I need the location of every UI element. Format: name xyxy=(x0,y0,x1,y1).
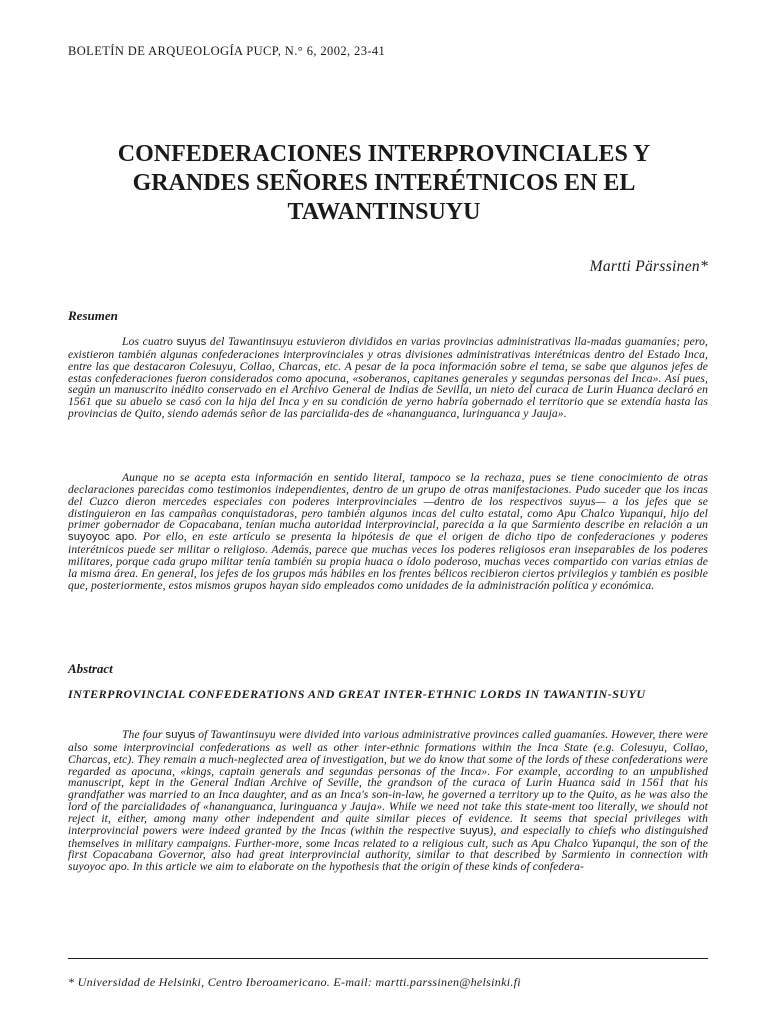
resumen-p1-term-suyus: suyus xyxy=(176,336,207,348)
abstract-heading: Abstract xyxy=(68,661,113,676)
article-title: CONFEDERACIONES INTERPROVINCIALES Y GRANDES SEÑORES INTERÉTNICOS EN EL TAWANTINSUYU xyxy=(117,141,651,225)
resumen-p2-text-a: Aunque no se acepta esta información en sentido literal, tampoco se la rechaza, pues se tiene conocimiento de otras declaraciones parecidas como testimonios independientes, dentro de un grupo de otras manifestaciones. Pudo suceder que los incas del Cuzco dieron mercedes especiales con poderes interprovinciales —dentro de los respectivos suyus— a los jefes que se distinguieron en las campañas conquistadoras, pero también algunos incas del culto estatal, como Apu Chalco Yupanqui, hijo del primer gobernador de Copacabana, tenían mucha autoridad interprovincial, parecida a la que Sarmiento describe en relación a un xyxy=(68,471,708,532)
abstract-p1-term-suyus: suyus xyxy=(165,729,196,741)
resumen-heading: Resumen xyxy=(68,308,118,323)
resumen-paragraph-2 xyxy=(68,472,708,591)
abstract-english-title: INTERPROVINCIAL CONFEDERATIONS AND GREAT INTER-ETHNIC LORDS IN TAWANTIN-SUYU xyxy=(68,687,646,701)
footnote-divider xyxy=(68,958,708,959)
resumen-p2-term-suyoyoc-apo: suyoyoc apo xyxy=(68,531,135,544)
journal-header: BOLETÍN DE ARQUEOLOGÍA PUCP, N.° 6, 2002, 23-41 xyxy=(68,44,386,58)
author-footnote: * Universidad de Helsinki, Centro Iberoamericano. E-mail: martti.parssinen@helsinki.fi xyxy=(68,975,521,989)
abstract-paragraph-1 xyxy=(68,729,708,873)
author-name: Martti Pärssinen* xyxy=(589,258,708,275)
abstract-p1-text-a: The four xyxy=(122,728,166,741)
resumen-p1-text-b: del Tawantinsuyu estuvieron divididos en varias provincias administrativas lla-madas guamaníes; pero, existieron también algunas confederaciones interprovinciales y otras divisiones administrativas interétnicas dentro del Estado Inca, entre las que destacaron Colesuyu, Collao, Charcas, etc. A pesar de la poca información sobre el tema, se sabe que algunos jefes de estas confederaciones fueron considerados como apocuna, «soberanos, capitanes generales y segundas personas del Inca». Así pues, según un manuscrito inédito conservado en el Archivo General de Indias de Sevilla, un nieto del curaca de Lurin Huanca declaró en 1561 que su abuelo se casó con la hija del Inca y en su condición de yerno habría gobernado el territorio que se extendía hasta las provincias de Quito, siendo además señor de las parcialida-des de «hananguanca, luringuanca y Jauja». xyxy=(68,335,708,421)
abstract-p1-term-suyus-2: suyus xyxy=(459,824,490,837)
abstract-p1-text-b: of Tawantinsuyu were divided into various administrative provinces called guamaníes. However, there were also some interprovincial confederations as well as other inter-ethnic formations within the Inca State (e.g. Colesuyu, Collao, Charcas, etc). They remain a much-neglected area of investigation, but we do know that some of the lords of these confederations were regarded as apocuna, «kings, captain generals and segundas personas of the Inca». For example, according to an unpublished manuscript, kept in the General Indian Archive of Seville, the grandson of the curaca of Lurin Huanca said in 1561 that his grandfather was married to an Inca daughter, and as an Inca's son-in-law, he governed a territory up to the Quito, as he was also the lord of the parcialidades of «hananguanca, luringuanca y Jauja». While we need not take this state-ment too literally, we should not reject it, either, among many other independent and quite similar pieces of evidence. It seems that special privileges with interprovincial powers were indeed granted by the Incas (within the respective xyxy=(68,728,708,837)
resumen-p2-text-b: . Por ello, en este artículo se presenta la hipótesis de que el origen de dicho tipo de confederaciones y poderes interétnicos puede ser militar o religioso. Además, parece que muchas veces los poderes religiosos eran inseparables de los poderes militares, porque cada grupo militar tenía también su propia huaca o ídolo poderoso, muchas veces compartido con varias etnias de la misma área. En general, los jefes de los grupos más hábiles en los frentes bélicos recibieron ciertos privilegios y también es posible que, posteriormente, estos mismos grupos hayan sido empleados como unidades de la administración política y económica. xyxy=(68,530,709,592)
resumen-p1-text-a: Los cuatro xyxy=(122,335,177,348)
abstract-p1-text-c: ), and especially to chiefs who distinguished themselves in military campaigns. Further-more, some Incas related to a religious cult, such as Apu Chalco Yupanqui, the son of the first Copacabana Governor, also had great interprovincial authority, similar to that described by Sarmiento in connection with suyoyoc apo. In this article we aim to elaborate on the hypothesis that the origin of these kinds of confedera- xyxy=(68,823,708,874)
resumen-paragraph-1 xyxy=(68,336,708,420)
